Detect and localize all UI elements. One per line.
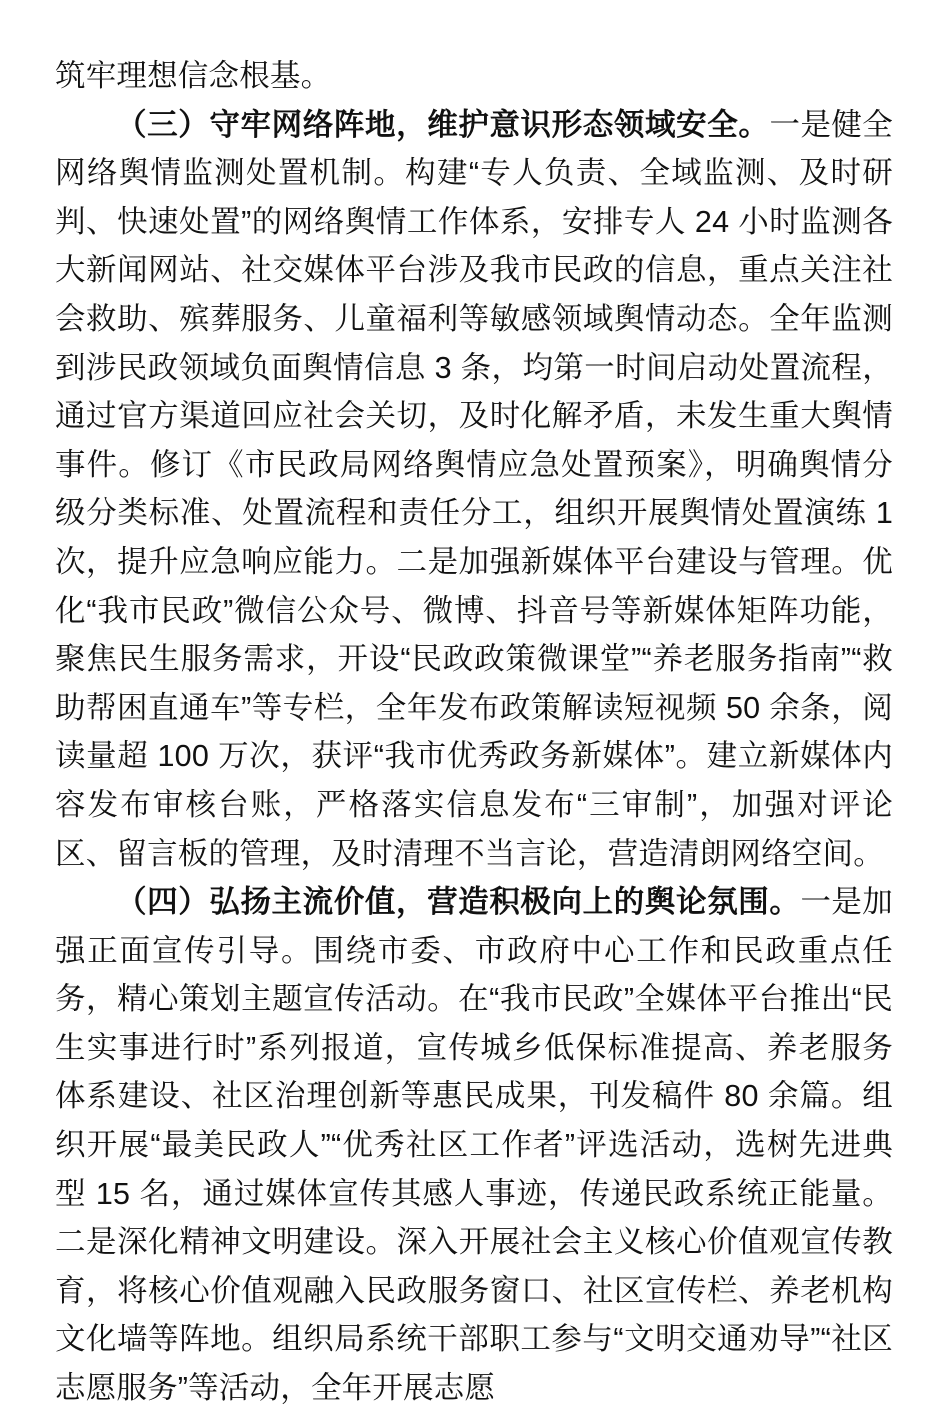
paragraph-section-three — [55, 101, 893, 879]
paragraph-continuation — [55, 52, 893, 101]
paragraph-text: 一是健全网络舆情监测处置机制。构建“专人负责、全域监测、及时研判、快速处置”的网络舆情工作体系，安排专人 24 小时监测各大新闻网站、社交媒体平台涉及我市民政的信息，重点关注社会救助、殡葬服务、儿童福利等敏感领域舆情动态。全年监测到涉民政领域负面舆情信息 3 条，均第一时间启动处置流程，通过官方渠道回应社会关切，及时化解矛盾，未发生重大舆情事件。修订《市民政局网络舆情应急处置预案》，明确舆情分级分类标准、处置流程和责任分工，组织开展舆情处置演练 1 次，提升应急响应能力。二是加强新媒体平台建设与管理。优化“我市民政”微信公众号、微博、抖音号等新媒体矩阵功能，聚焦民生服务需求，开设“民政政策微课堂”“养老服务指南”“救助帮困直通车”等专栏，全年发布政策解读短视频 50 余条，阅读量超 100 万次，获评“我市优秀政务新媒体”。建立新媒体内容发布审核台账，严格落实信息发布“三审制”，加强对评论区、留言板的管理，及时清理不当言论，营造清朗网络空间。 — [55, 107, 893, 871]
section-heading-four: （四）弘扬主流价值，营造积极向上的舆论氛围。 — [116, 885, 801, 920]
paragraph-text: 一是加强正面宣传引导。围绕市委、市政府中心工作和民政重点任务，精心策划主题宣传活动。在“我市民政”全媒体平台推出“民生实事进行时”系列报道，宣传城乡低保标准提高、养老服务体系建设、社区治理创新等惠民成果，刊发稿件 80 余篇。组织开展“最美民政人”“优秀社区工作者”评选活动，选树先进典型 15 名，通过媒体宣传其感人事迹，传递民政系统正能量。二是深化精神文明建设。深入开展社会主义核心价值观宣传教育，将核心价值观融入民政服务窗口、社区宣传栏、养老机构文化墙等阵地。组织局系统干部职工参与“文明交通劝导”“社区志愿服务”等活动，全年开展志愿 — [55, 885, 893, 1406]
paragraph-text: 筑牢理想信念根基。 — [55, 59, 332, 93]
document-body — [55, 52, 893, 1413]
paragraph-section-four — [55, 878, 893, 1413]
section-heading-three: （三）守牢网络阵地，维护意识形态领域安全。 — [116, 107, 770, 142]
